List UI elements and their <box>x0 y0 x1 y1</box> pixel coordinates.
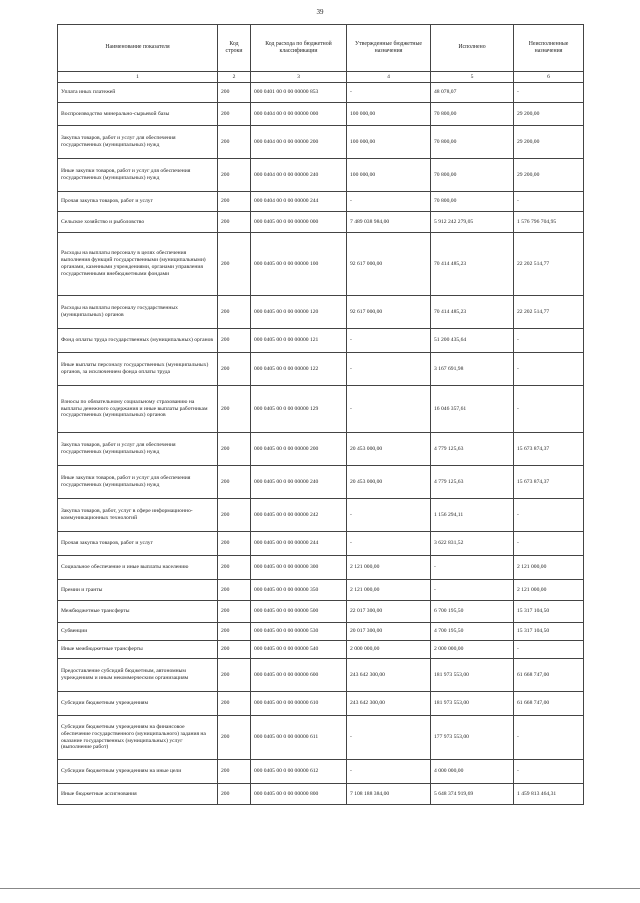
table-row <box>58 641 584 659</box>
row-line-code: 200 <box>218 353 251 386</box>
row-name: Субсидии бюджетным учреждениям <box>58 692 218 716</box>
column-number: 3 <box>251 72 347 83</box>
row-line-code: 200 <box>218 329 251 353</box>
row-budget-code: 000 0405 00 0 00 00000 200 <box>251 433 347 466</box>
row-unexecuted: - <box>514 192 584 212</box>
row-unexecuted: - <box>514 353 584 386</box>
row-budget-code: 000 0404 00 0 00 00000 240 <box>251 159 347 192</box>
row-line-code: 200 <box>218 233 251 296</box>
row-approved: - <box>347 716 431 760</box>
row-name: Субсидии бюджетным учреждениям на финансовое обеспечение государственного (муниципального) задания на оказание государственных (муниципальных) услуг (выполнение работ) <box>58 716 218 760</box>
budget-execution-table <box>57 24 584 805</box>
row-line-code: 200 <box>218 386 251 433</box>
table-row <box>58 296 584 329</box>
row-unexecuted: 29 200,00 <box>514 159 584 192</box>
page-number: 39 <box>316 8 324 16</box>
row-budget-code: 000 0405 00 0 00 00000 300 <box>251 556 347 580</box>
row-executed: 1 156 294,11 <box>431 499 514 532</box>
table-row <box>58 580 584 601</box>
row-name: Субсидии бюджетным учреждениям на иные цели <box>58 760 218 784</box>
row-executed: 3 167 691,98 <box>431 353 514 386</box>
row-name: Межбюджетные трансферты <box>58 601 218 623</box>
row-executed: 177 973 553,00 <box>431 716 514 760</box>
row-unexecuted: 61 668 747,00 <box>514 659 584 692</box>
row-budget-code: 000 0405 00 0 00 00000 240 <box>251 466 347 499</box>
column-number: 1 <box>58 72 218 83</box>
row-name: Расходы на выплаты персоналу государственных (муниципальных) органов <box>58 296 218 329</box>
row-name: Закупка товаров, работ, услуг в сфере информационно-коммуникационных технологий <box>58 499 218 532</box>
row-name: Фонд оплаты труда государственных (муниципальных) органов <box>58 329 218 353</box>
row-unexecuted: - <box>514 760 584 784</box>
row-name: Прочая закупка товаров, работ и услуг <box>58 192 218 212</box>
row-approved: 100 000,00 <box>347 103 431 126</box>
row-budget-code: 000 0405 00 0 00 00000 610 <box>251 692 347 716</box>
row-unexecuted: - <box>514 641 584 659</box>
row-line-code: 200 <box>218 784 251 805</box>
table-row <box>58 659 584 692</box>
column-number: 2 <box>218 72 251 83</box>
row-unexecuted: 22 202 514,77 <box>514 233 584 296</box>
row-budget-code: 000 0405 00 0 00 00000 000 <box>251 212 347 233</box>
column-header-approved: Утвержденные бюджетные назначения <box>347 25 431 72</box>
row-executed: 70 414 485,23 <box>431 233 514 296</box>
row-executed: 5 648 374 919,69 <box>431 784 514 805</box>
page-bottom-rule <box>0 888 640 889</box>
row-executed: 70 800,00 <box>431 159 514 192</box>
table-row <box>58 329 584 353</box>
column-number: 6 <box>514 72 584 83</box>
row-executed: 4 000 000,00 <box>431 760 514 784</box>
row-line-code: 200 <box>218 716 251 760</box>
row-executed: 70 414 485,23 <box>431 296 514 329</box>
row-unexecuted: 29 200,00 <box>514 103 584 126</box>
row-approved: 243 642 300,00 <box>347 692 431 716</box>
row-name: Прочая закупка товаров, работ и услуг <box>58 532 218 556</box>
row-approved: 7 489 038 984,00 <box>347 212 431 233</box>
row-line-code: 200 <box>218 499 251 532</box>
row-approved: 243 642 300,00 <box>347 659 431 692</box>
table-row <box>58 212 584 233</box>
table-row <box>58 556 584 580</box>
row-executed: 5 912 242 279,05 <box>431 212 514 233</box>
column-number: 5 <box>431 72 514 83</box>
header-row <box>58 25 584 72</box>
row-name: Иные выплаты персоналу государственных (муниципальных) органов, за исключением фонда оплаты труда <box>58 353 218 386</box>
column-header-name: Наименование показателя <box>58 25 218 72</box>
row-unexecuted: - <box>514 329 584 353</box>
row-approved: - <box>347 386 431 433</box>
row-line-code: 200 <box>218 556 251 580</box>
table-body <box>58 83 584 805</box>
table-row <box>58 601 584 623</box>
row-budget-code: 000 0405 00 0 00 00000 600 <box>251 659 347 692</box>
row-approved: 2 121 000,00 <box>347 556 431 580</box>
row-unexecuted: 1 576 796 704,95 <box>514 212 584 233</box>
table-row <box>58 692 584 716</box>
row-executed: 48 078,07 <box>431 83 514 103</box>
table-row <box>58 386 584 433</box>
row-executed: 4 779 125,63 <box>431 433 514 466</box>
table-row <box>58 159 584 192</box>
row-line-code: 200 <box>218 466 251 499</box>
row-executed: - <box>431 556 514 580</box>
row-name: Сельское хозяйство и рыболовство <box>58 212 218 233</box>
row-approved: - <box>347 532 431 556</box>
row-approved: 20 453 000,00 <box>347 433 431 466</box>
row-executed: 3 622 831,52 <box>431 532 514 556</box>
row-executed: 51 200 435,64 <box>431 329 514 353</box>
row-line-code: 200 <box>218 83 251 103</box>
row-line-code: 200 <box>218 623 251 641</box>
row-budget-code: 000 0405 00 0 00 00000 612 <box>251 760 347 784</box>
row-name: Расходы на выплаты персоналу в целях обеспечения выполнения функций государственными (муниципальными) органами, казенными учреждениями, органами управления государственными внебюджетными фондами <box>58 233 218 296</box>
row-budget-code: 000 0405 00 0 00 00000 500 <box>251 601 347 623</box>
table-row <box>58 192 584 212</box>
row-budget-code: 000 0405 00 0 00 00000 540 <box>251 641 347 659</box>
row-executed: 4 779 125,63 <box>431 466 514 499</box>
table-row <box>58 103 584 126</box>
row-name: Воспроизводство минерально-сырьевой базы <box>58 103 218 126</box>
row-approved: 100 000,00 <box>347 126 431 159</box>
row-unexecuted: - <box>514 532 584 556</box>
row-name: Премии и гранты <box>58 580 218 601</box>
row-unexecuted: 61 668 747,00 <box>514 692 584 716</box>
row-line-code: 200 <box>218 641 251 659</box>
row-line-code: 200 <box>218 296 251 329</box>
table-row <box>58 623 584 641</box>
row-budget-code: 000 0405 00 0 00 00000 350 <box>251 580 347 601</box>
row-name: Иные закупки товаров, работ и услуг для обеспечения государственных (муниципальных) нужд <box>58 466 218 499</box>
row-budget-code: 000 0405 00 0 00 00000 800 <box>251 784 347 805</box>
row-name: Предоставление субсидий бюджетным, автономным учреждениям и иным некоммерческим организациям <box>58 659 218 692</box>
table-row <box>58 499 584 532</box>
row-approved: - <box>347 353 431 386</box>
row-unexecuted: 2 121 000,00 <box>514 556 584 580</box>
row-line-code: 200 <box>218 103 251 126</box>
row-unexecuted: - <box>514 386 584 433</box>
row-unexecuted: 29 200,00 <box>514 126 584 159</box>
row-unexecuted: - <box>514 499 584 532</box>
column-number-row <box>58 72 584 83</box>
column-header-budget-code: Код расхода по бюджетной классификации <box>251 25 347 72</box>
row-budget-code: 000 0405 00 0 00 00000 121 <box>251 329 347 353</box>
row-approved: 2 121 000,00 <box>347 580 431 601</box>
row-budget-code: 000 0405 00 0 00 00000 122 <box>251 353 347 386</box>
row-line-code: 200 <box>218 433 251 466</box>
row-budget-code: 000 0401 00 0 00 00000 853 <box>251 83 347 103</box>
row-unexecuted: 15 673 874,37 <box>514 466 584 499</box>
row-unexecuted: 1 459 813 464,31 <box>514 784 584 805</box>
table-row <box>58 760 584 784</box>
row-budget-code: 000 0405 00 0 00 00000 120 <box>251 296 347 329</box>
table-row <box>58 353 584 386</box>
table-row <box>58 466 584 499</box>
row-line-code: 200 <box>218 659 251 692</box>
row-name: Иные закупки товаров, работ и услуг для обеспечения государственных (муниципальных) нужд <box>58 159 218 192</box>
row-approved: 20 017 300,00 <box>347 623 431 641</box>
row-budget-code: 000 0405 00 0 00 00000 530 <box>251 623 347 641</box>
row-name: Социальное обеспечение и иные выплаты населению <box>58 556 218 580</box>
row-approved: - <box>347 329 431 353</box>
row-approved: 7 108 188 384,00 <box>347 784 431 805</box>
row-budget-code: 000 0405 00 0 00 00000 244 <box>251 532 347 556</box>
row-executed: 70 800,00 <box>431 126 514 159</box>
row-budget-code: 000 0404 00 0 00 00000 000 <box>251 103 347 126</box>
table-row <box>58 716 584 760</box>
row-approved: - <box>347 760 431 784</box>
row-approved: 22 017 300,00 <box>347 601 431 623</box>
row-name: Закупка товаров, работ и услуг для обеспечения государственных (муниципальных) нужд <box>58 126 218 159</box>
row-executed: - <box>431 580 514 601</box>
row-unexecuted: - <box>514 716 584 760</box>
row-name: Субвенции <box>58 623 218 641</box>
row-line-code: 200 <box>218 601 251 623</box>
row-unexecuted: 15 317 104,50 <box>514 623 584 641</box>
row-name: Иные бюджетные ассигнования <box>58 784 218 805</box>
row-budget-code: 000 0405 00 0 00 00000 129 <box>251 386 347 433</box>
row-executed: 70 800,00 <box>431 103 514 126</box>
table-row <box>58 433 584 466</box>
table-row <box>58 233 584 296</box>
table-row <box>58 784 584 805</box>
row-approved: 20 453 000,00 <box>347 466 431 499</box>
row-line-code: 200 <box>218 159 251 192</box>
row-line-code: 200 <box>218 212 251 233</box>
row-executed: 6 700 195,50 <box>431 601 514 623</box>
row-unexecuted: 2 121 000,00 <box>514 580 584 601</box>
row-budget-code: 000 0405 00 0 00 00000 611 <box>251 716 347 760</box>
row-budget-code: 000 0405 00 0 00 00000 242 <box>251 499 347 532</box>
row-name: Уплата иных платежей <box>58 83 218 103</box>
table-row <box>58 532 584 556</box>
column-header-line-code: Код строки <box>218 25 251 72</box>
row-line-code: 200 <box>218 192 251 212</box>
row-approved: - <box>347 83 431 103</box>
row-approved: 100 000,00 <box>347 159 431 192</box>
column-header-unexecuted: Неисполненные назначения <box>514 25 584 72</box>
row-executed: 181 973 553,00 <box>431 659 514 692</box>
row-executed: 4 700 195,50 <box>431 623 514 641</box>
row-name: Иные межбюджетные трансферты <box>58 641 218 659</box>
row-executed: 16 046 357,61 <box>431 386 514 433</box>
row-line-code: 200 <box>218 692 251 716</box>
column-number: 4 <box>347 72 431 83</box>
row-approved: - <box>347 499 431 532</box>
row-approved: 92 617 000,00 <box>347 296 431 329</box>
row-name: Взносы по обязательному социальному страхованию на выплаты денежного содержания и иные выплаты работникам государственных (муниципальных) органов <box>58 386 218 433</box>
row-budget-code: 000 0404 00 0 00 00000 244 <box>251 192 347 212</box>
row-approved: 2 000 000,00 <box>347 641 431 659</box>
row-line-code: 200 <box>218 580 251 601</box>
row-approved: 92 617 000,00 <box>347 233 431 296</box>
row-line-code: 200 <box>218 760 251 784</box>
row-budget-code: 000 0405 00 0 00 00000 100 <box>251 233 347 296</box>
row-executed: 181 973 553,00 <box>431 692 514 716</box>
table-row <box>58 83 584 103</box>
row-line-code: 200 <box>218 126 251 159</box>
row-approved: - <box>347 192 431 212</box>
row-unexecuted: 15 317 104,50 <box>514 601 584 623</box>
column-header-executed: Исполнено <box>431 25 514 72</box>
table-row <box>58 126 584 159</box>
row-executed: 70 800,00 <box>431 192 514 212</box>
row-name: Закупка товаров, работ и услуг для обеспечения государственных (муниципальных) нужд <box>58 433 218 466</box>
row-executed: 2 000 000,00 <box>431 641 514 659</box>
row-budget-code: 000 0404 00 0 00 00000 200 <box>251 126 347 159</box>
row-unexecuted: 15 673 874,37 <box>514 433 584 466</box>
row-unexecuted: 22 202 514,77 <box>514 296 584 329</box>
row-line-code: 200 <box>218 532 251 556</box>
row-unexecuted: - <box>514 83 584 103</box>
